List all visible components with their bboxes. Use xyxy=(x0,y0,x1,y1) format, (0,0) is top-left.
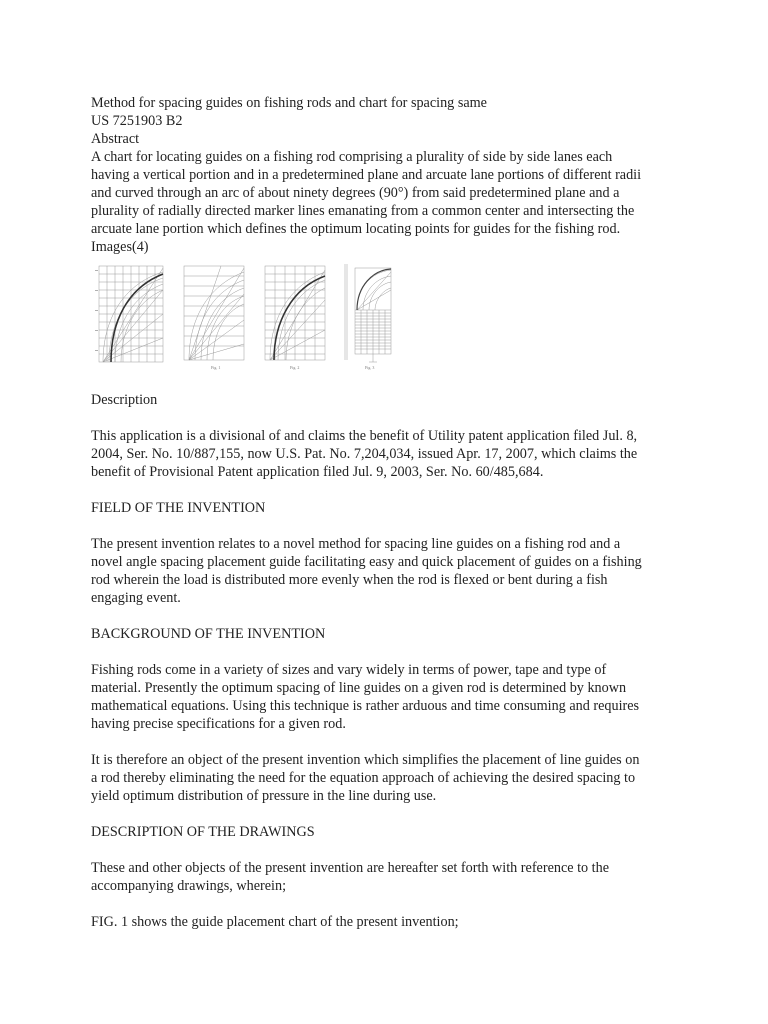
background-line: mathematical equations. Using this technique is rather arduous and time consuming and requires xyxy=(91,698,640,714)
description-heading: Description xyxy=(91,392,158,408)
figure-thumbnail-4[interactable] xyxy=(341,260,401,372)
background-line: It is therefore an object of the present invention which simplifies the placement of line guides on xyxy=(91,752,640,768)
field-line: The present invention relates to a novel method for spacing line guides on a fishing rod and a xyxy=(91,536,621,552)
drawings-paragraph-1 xyxy=(91,859,691,895)
background-line: a rod thereby eliminating the need for the equation approach of achieving the desired spacing to xyxy=(91,770,636,786)
field-paragraph xyxy=(91,535,691,607)
background-paragraph-1 xyxy=(91,661,691,733)
abstract-line: having a vertical portion and in a predetermined plane and arcuate lane portions of different radii xyxy=(91,167,642,183)
background-paragraph-2 xyxy=(91,751,691,805)
description-paragraph xyxy=(91,427,691,481)
drawings-line: FIG. 1 shows the guide placement chart of the present invention; xyxy=(91,914,459,930)
figure-thumbnail-3[interactable] xyxy=(262,260,328,372)
figure-thumbnail-2[interactable] xyxy=(181,260,247,372)
figure-thumbnail-1[interactable] xyxy=(93,260,171,372)
background-line: Fishing rods come in a variety of sizes and vary widely in terms of power, tape and type of xyxy=(91,662,607,678)
abstract-line: and curved through an arc of about ninety degrees (90°) from said predetermined plane and a xyxy=(91,185,620,201)
field-heading: FIELD OF THE INVENTION xyxy=(91,500,266,516)
drawings-line: accompanying drawings, wherein; xyxy=(91,878,287,894)
drawings-line: These and other objects of the present invention are hereafter set forth with reference to the xyxy=(91,860,610,876)
drawings-paragraph-2 xyxy=(91,913,691,931)
description-line: 2004, Ser. No. 10/887,155, now U.S. Pat. No. 7,204,034, issued Apr. 17, 2007, which claims the xyxy=(91,446,638,462)
background-line: yield optimum distribution of pressure in the line during use. xyxy=(91,788,437,804)
drawings-heading: DESCRIPTION OF THE DRAWINGS xyxy=(91,824,315,840)
figure-caption: Fig. 1 xyxy=(211,365,221,370)
patent-document xyxy=(91,94,691,931)
background-line: having precise specifications for a given rod. xyxy=(91,716,346,732)
patent-title: Method for spacing guides on fishing rods and chart for spacing same xyxy=(91,95,487,111)
field-line: rod wherein the load is distributed more evenly when the rod is flexed or bent during a fish xyxy=(91,572,608,588)
figure-caption: Fig. 3 xyxy=(365,365,375,370)
description-line: benefit of Provisional Patent application filed Jul. 9, 2003, Ser. No. 60/485,684. xyxy=(91,464,544,480)
figure-caption: Fig. 2 xyxy=(290,365,300,370)
abstract-line: A chart for locating guides on a fishing rod comprising a plurality of side by side lanes each xyxy=(91,149,613,165)
abstract-paragraph xyxy=(91,148,691,238)
field-line: engaging event. xyxy=(91,590,181,606)
description-line: This application is a divisional of and claims the benefit of Utility patent application filed Jul. 8, xyxy=(91,428,638,444)
field-line: novel angle spacing placement guide facilitating easy and quick placement of guides on a fishing xyxy=(91,554,642,570)
patent-figures xyxy=(91,260,691,375)
images-heading: Images(4) xyxy=(91,239,149,255)
background-heading: BACKGROUND OF THE INVENTION xyxy=(91,626,326,642)
abstract-heading: Abstract xyxy=(91,131,140,147)
patent-number: US 7251903 B2 xyxy=(91,113,183,129)
abstract-line: plurality of radially directed marker lines emanating from a common center and intersecting the xyxy=(91,203,635,219)
background-line: material. Presently the optimum spacing of line guides on a given rod is determined by known xyxy=(91,680,627,696)
abstract-line: arcuate lane portion which defines the optimum locating points for guides for the fishing rod. xyxy=(91,221,621,237)
